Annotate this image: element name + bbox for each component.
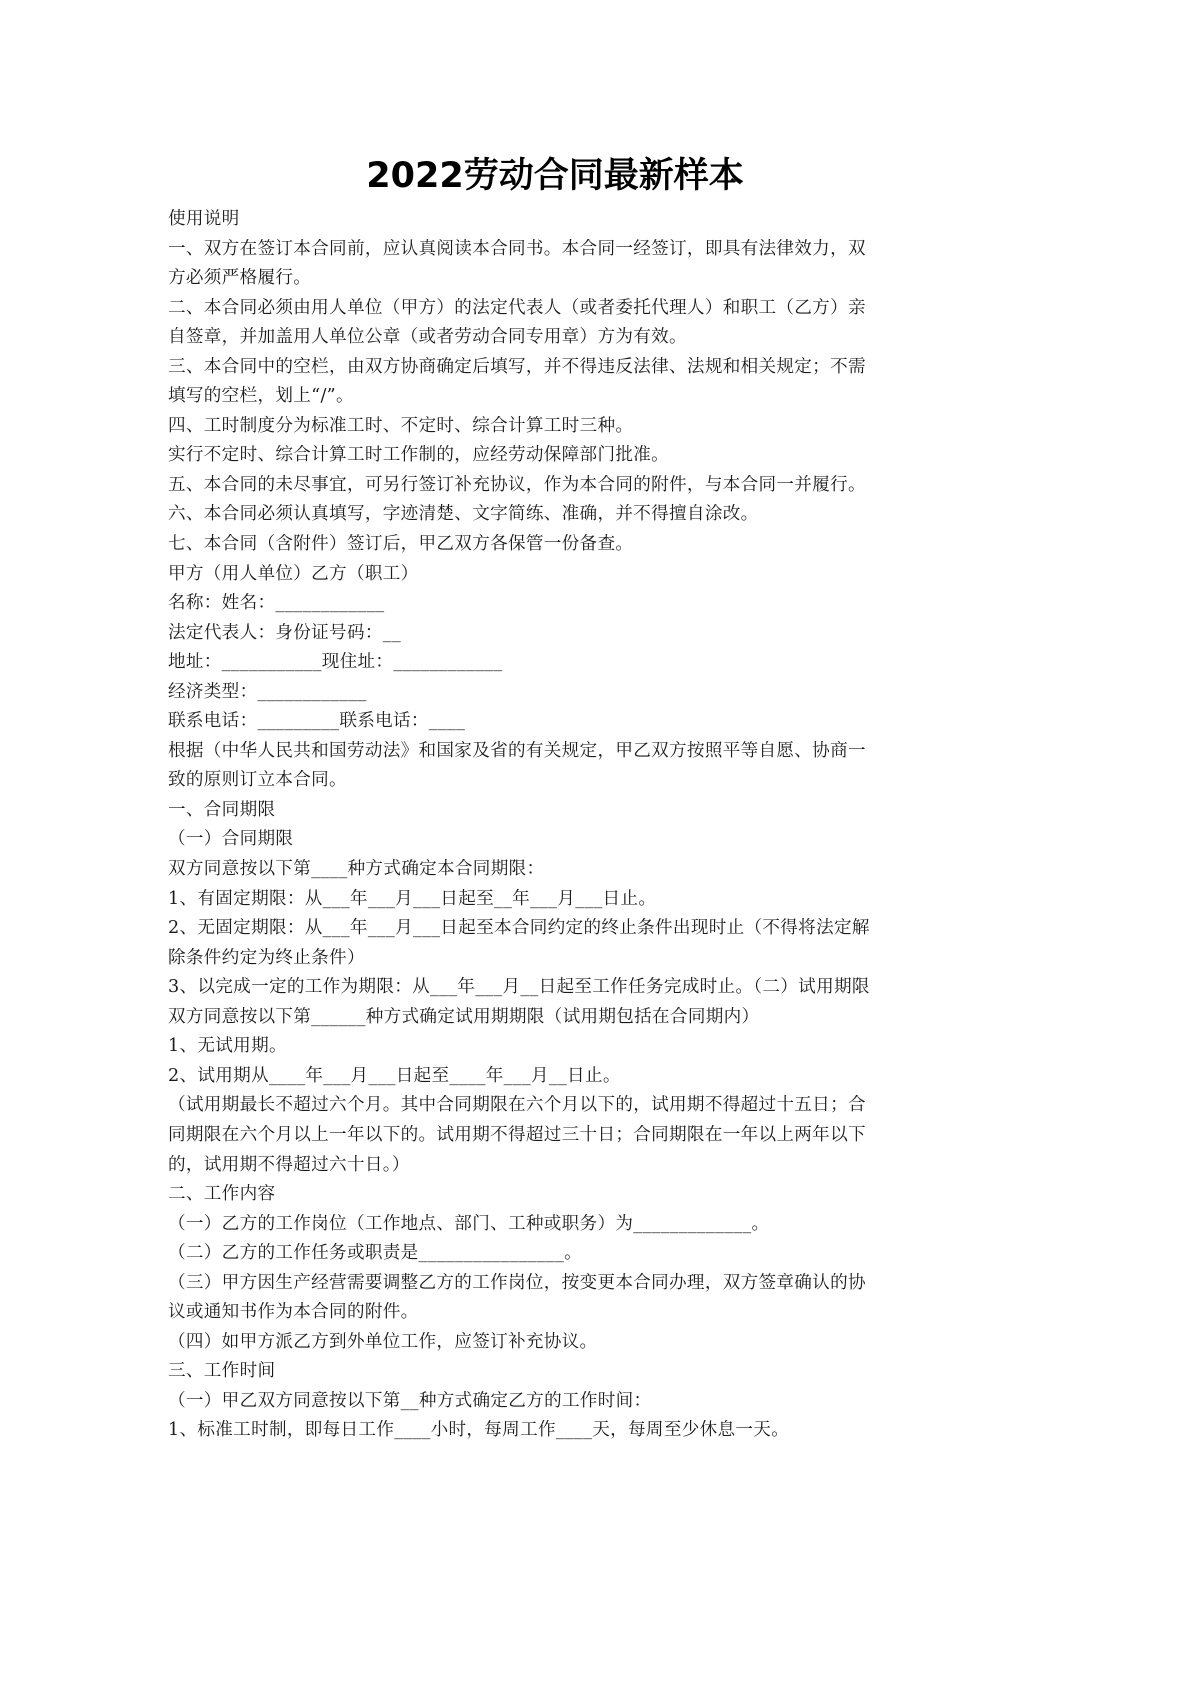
instruction-2-line-1: 二、本合同必须由用人单位（甲方）的法定代表人（或者委托代理人）和职工（乙方）亲 (168, 297, 866, 318)
section-1-heading: 一、合同期限 (168, 799, 276, 820)
external-assignment-line: （四）如甲方派乙方到外单位工作，应签订补充协议。 (168, 1331, 598, 1352)
document-body (168, 205, 946, 1446)
probation-method-line: 双方同意按以下第______种方式确定试用期期限（试用期包括在合同期内） (168, 1006, 760, 1027)
instruction-3-line-1: 三、本合同中的空栏，由双方协商确定后填写，并不得违反法律、法规和相关规定；不需 (168, 356, 866, 377)
usage-instructions-heading: 使用说明 (168, 209, 240, 229)
term-option-2-line-2: 除条件约定为终止条件） (168, 947, 365, 968)
section-1-sub-1-heading: （一）合同期限 (168, 829, 294, 850)
document-title: 2022劳动合同最新样本 (366, 156, 744, 196)
instruction-1-line-2: 方必须严格履行。 (168, 268, 312, 289)
section-2-heading: 二、工作内容 (168, 1184, 276, 1205)
job-position-line: （一）乙方的工作岗位（工作地点、部门、工种或职务）为_____________。 (168, 1213, 770, 1234)
term-option-2-line-1: 2、无固定期限：从___年___月___日起至本合同约定的终止条件出现时止（不得将法定解 (168, 918, 870, 939)
term-option-1: 1、有固定期限：从___年___月___日起至__年___月___日止。 (168, 888, 657, 909)
preamble-line-2: 致的原则订立本合同。 (168, 770, 347, 791)
probation-note-line-3: 的，试用期不得超过六十日。） (168, 1154, 410, 1175)
standard-hours-line: 1、标准工时制，即每日工作____小时，每周工作____天，每周至少休息一天。 (168, 1420, 790, 1441)
job-duty-line: （二）乙方的工作任务或职责是________________。 (168, 1243, 582, 1264)
probation-option-1: 1、无试用期。 (168, 1036, 287, 1057)
name-field-line: 名称：姓名：____________ (168, 593, 385, 614)
legal-rep-id-field-line: 法定代表人：身份证号码：__ (168, 622, 401, 643)
instruction-6: 六、本合同必须认真填写，字迹清楚、文字简练、准确，并不得擅自涂改。 (168, 504, 759, 525)
address-field-line: 地址：___________现住址：____________ (168, 652, 503, 673)
instruction-7: 七、本合同（含附件）签订后，甲乙双方各保管一份备查。 (168, 534, 634, 555)
phone-field-line: 联系电话：_________联系电话：____ (168, 711, 466, 732)
term-method-line: 双方同意按以下第____种方式确定本合同期限： (168, 859, 545, 880)
instruction-2-line-2: 自签章，并加盖用人单位公章（或者劳动合同专用章）方为有效。 (168, 327, 687, 348)
economic-type-field-line: 经济类型：____________ (168, 681, 367, 702)
preamble-line-1: 根据（中华人民共和国劳动法》和国家及省的有关规定，甲乙双方按照平等自愿、协商一 (168, 740, 866, 761)
job-adjust-line-1: （三）甲方因生产经营需要调整乙方的工作岗位，按变更本合同办理，双方签章确认的协 (168, 1272, 866, 1293)
job-adjust-line-2: 议或通知书作为本合同的附件。 (168, 1302, 419, 1323)
instruction-3-line-2: 填写的空栏，划上“/”。 (168, 386, 354, 407)
instruction-4: 四、工时制度分为标准工时、不定时、综合计算工时三种。 (168, 415, 634, 436)
probation-note-line-1: （试用期最长不超过六个月。其中合同期限在六个月以下的，试用期不得超过十五日；合 (168, 1095, 866, 1116)
probation-option-2: 2、试用期从____年___月___日起至____年___月__日止。 (168, 1065, 621, 1086)
section-3-heading: 三、工作时间 (168, 1361, 276, 1382)
work-time-method-line: （一）甲乙双方同意按以下第__种方式确定乙方的工作时间： (168, 1390, 652, 1411)
instruction-5: 五、本合同的未尽事宜，可另行签订补充协议，作为本合同的附件，与本合同一并履行。 (168, 474, 866, 495)
term-option-3: 3、以完成一定的工作为期限：从___年___月__日起至工作任务完成时止。（二）试用期限 (168, 977, 870, 998)
parties-heading: 甲方（用人单位）乙方（职工） (168, 563, 419, 584)
probation-note-line-2: 同期限在六个月以上一年以下的。试用期不得超过三十日；合同期限在一年以上两年以下 (168, 1124, 866, 1145)
instruction-4-note: 实行不定时、综合计算工时工作制的，应经劳动保障部门批准。 (168, 445, 670, 466)
instruction-1-line-1: 一、双方在签订本合同前，应认真阅读本合同书。本合同一经签订，即具有法律效力，双 (168, 238, 866, 259)
